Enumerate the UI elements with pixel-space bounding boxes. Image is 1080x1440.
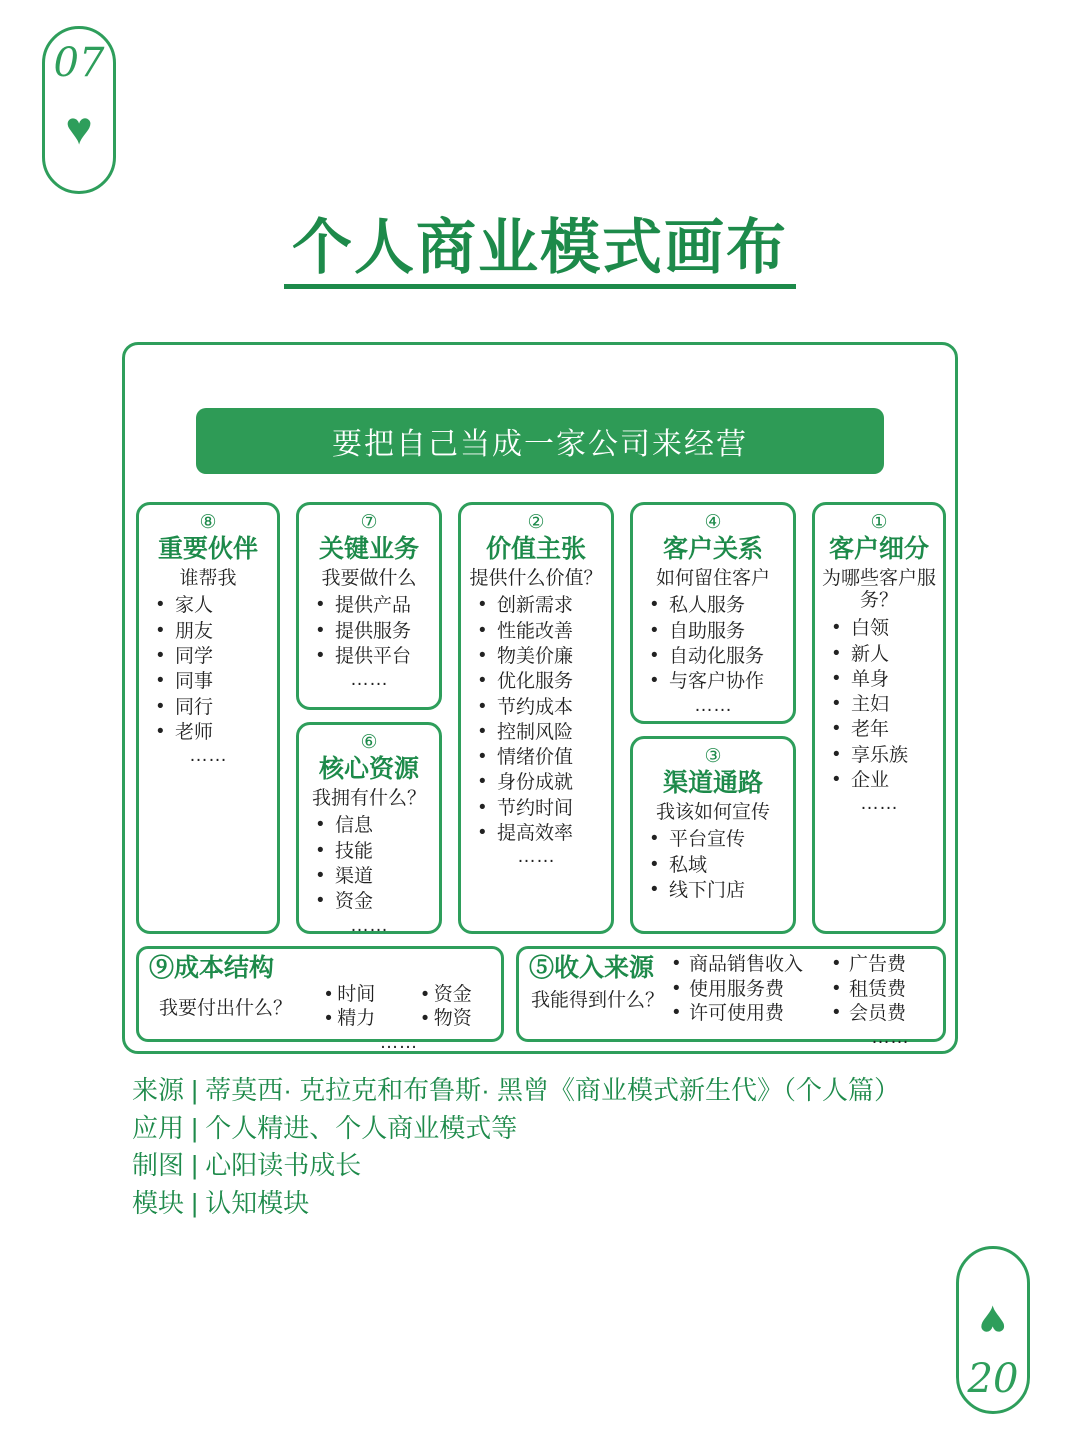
block-value-proposition — [458, 502, 614, 934]
list-item: • 商品销售收入 — [673, 953, 833, 978]
list-item: • 物美价廉 — [477, 644, 605, 669]
block-subtitle: 谁帮我 — [179, 567, 237, 589]
block-title: 关键业务 — [318, 534, 419, 563]
block-items — [305, 593, 433, 669]
list-item: • 时间 — [325, 983, 376, 1005]
list-item: • 节约成本 — [477, 695, 605, 720]
list-item: • 广告费 — [833, 953, 943, 978]
block-subtitle: 我该如何宣传 — [655, 801, 770, 823]
ellipsis: …… — [350, 914, 388, 936]
block-items — [305, 813, 433, 914]
list-item: • 节约时间 — [477, 796, 605, 821]
list-item: • 控制风险 — [477, 720, 605, 745]
list-item: • 身份成就 — [477, 770, 605, 795]
block-key-partners — [136, 502, 280, 934]
block-subtitle: 如何留住客户 — [655, 567, 770, 589]
list-item: • 创新需求 — [477, 593, 605, 618]
list-item: • 提供产品 — [315, 593, 433, 618]
block-title: 核心资源 — [318, 754, 419, 783]
list-item: • 使用服务费 — [673, 978, 833, 1003]
block-cost-structure — [136, 946, 504, 1053]
canvas-banner: 要把自己当成一家公司来经营 — [196, 408, 884, 474]
block-subtitle: 为哪些客户服务？ — [821, 567, 936, 612]
list-item: • 主妇 — [831, 692, 937, 717]
badge-number: 20 — [967, 1356, 1019, 1402]
block-channels — [630, 736, 796, 934]
block-items — [639, 827, 787, 903]
block-title: 客户关系 — [662, 534, 763, 563]
footer-line-source: 来源 | 蒂莫西· 克拉克和布鲁斯· 黑曾《商业模式新生代》（个人篇） — [132, 1075, 900, 1105]
ellipsis: …… — [860, 793, 898, 815]
list-item: • 平台宣传 — [649, 827, 787, 852]
list-item: • 家人 — [155, 593, 271, 618]
block-number: ⑦ — [360, 512, 378, 533]
block-subtitle: 我要做什么 — [321, 567, 417, 589]
heart-icon: ♥ — [979, 1296, 1007, 1348]
list-item: • 资金 — [421, 983, 472, 1005]
list-item: • 租赁费 — [833, 978, 943, 1003]
block-subtitle: 我能得到什么？ — [531, 989, 665, 1011]
footer-credits — [132, 1072, 900, 1223]
list-item: • 许可使用费 — [673, 1002, 833, 1027]
title-underline — [284, 284, 796, 289]
list-item: • 与客户协作 — [649, 669, 787, 694]
footer-line-module: 模块 | 认知模块 — [132, 1188, 310, 1219]
ellipsis: …… — [350, 669, 388, 691]
block-number: ⑥ — [360, 732, 378, 753]
heart-icon: ♥ — [65, 102, 93, 154]
list-item: • 提供服务 — [315, 619, 433, 644]
block-subtitle: 我拥有什么？ — [311, 787, 426, 809]
block-subtitle: 我要付出什么？ — [159, 997, 293, 1019]
page-badge-bottom-right — [956, 1246, 1030, 1414]
block-customer-relationships — [630, 502, 796, 724]
list-item: • 渠道 — [315, 864, 433, 889]
ellipsis: …… — [379, 1031, 418, 1053]
block-title: 重要伙伴 — [157, 534, 258, 563]
block-number: ⑧ — [199, 512, 217, 533]
list-item: • 新人 — [831, 642, 937, 667]
list-item: • 白领 — [831, 616, 937, 641]
list-item: • 会员费 — [833, 1002, 943, 1027]
list-item: • 同学 — [155, 644, 271, 669]
list-item: • 物资 — [421, 1008, 472, 1030]
list-item: • 自动化服务 — [649, 644, 787, 669]
ellipsis: …… — [517, 846, 555, 868]
block-number: ① — [870, 512, 888, 533]
list-item: • 私人服务 — [649, 593, 787, 618]
list-item: • 老师 — [155, 720, 271, 745]
list-item: • 精力 — [325, 1008, 376, 1030]
list-item: • 资金 — [315, 889, 433, 914]
cost-items — [302, 983, 495, 1054]
block-key-resources — [296, 722, 442, 934]
list-item: • 朋友 — [155, 619, 271, 644]
block-items — [145, 593, 271, 745]
block-key-activities — [296, 502, 442, 710]
block-items — [467, 593, 605, 846]
block-items — [639, 593, 787, 694]
list-item: • 老年 — [831, 717, 937, 742]
list-item: • 提供平台 — [315, 644, 433, 669]
footer-line-author: 制图 | 心阳读书成长 — [132, 1150, 362, 1181]
list-item: • 性能改善 — [477, 619, 605, 644]
list-item: • 自助服务 — [649, 619, 787, 644]
revenue-items — [673, 949, 943, 1049]
list-item: • 技能 — [315, 839, 433, 864]
page-title: 个人商业模式画布 — [292, 214, 788, 281]
list-item: • 信息 — [315, 813, 433, 838]
list-item: • 情绪价值 — [477, 745, 605, 770]
block-title: 价值主张 — [485, 534, 586, 563]
list-item: • 提高效率 — [477, 821, 605, 846]
block-subtitle: 提供什么价值？ — [469, 567, 603, 589]
list-item: • 私域 — [649, 853, 787, 878]
block-number: ③ — [704, 746, 722, 767]
list-item: • 享乐族 — [831, 743, 937, 768]
block-title: ⑤收入来源 — [529, 954, 655, 982]
block-title: ⑨成本结构 — [149, 954, 275, 982]
block-items — [821, 616, 937, 793]
list-item: • 优化服务 — [477, 669, 605, 694]
list-item: • 线下门店 — [649, 878, 787, 903]
badge-number: 07 — [53, 40, 105, 86]
list-item: • 同行 — [155, 695, 271, 720]
ellipsis: …… — [694, 694, 732, 716]
footer-line-application: 应用 | 个人精进、个人商业模式等 — [132, 1112, 518, 1143]
ellipsis: …… — [189, 745, 227, 767]
ellipsis: …… — [871, 1027, 909, 1049]
page-badge-top-left — [42, 26, 116, 194]
list-item: • 企业 — [831, 768, 937, 793]
list-item: • 同事 — [155, 669, 271, 694]
block-customer-segments — [812, 502, 946, 934]
block-number: ④ — [704, 512, 722, 533]
block-revenue-streams — [516, 946, 946, 1049]
block-number: ② — [527, 512, 545, 533]
block-title: 客户细分 — [828, 534, 929, 563]
list-item: • 单身 — [831, 667, 937, 692]
block-title: 渠道通路 — [662, 768, 763, 797]
